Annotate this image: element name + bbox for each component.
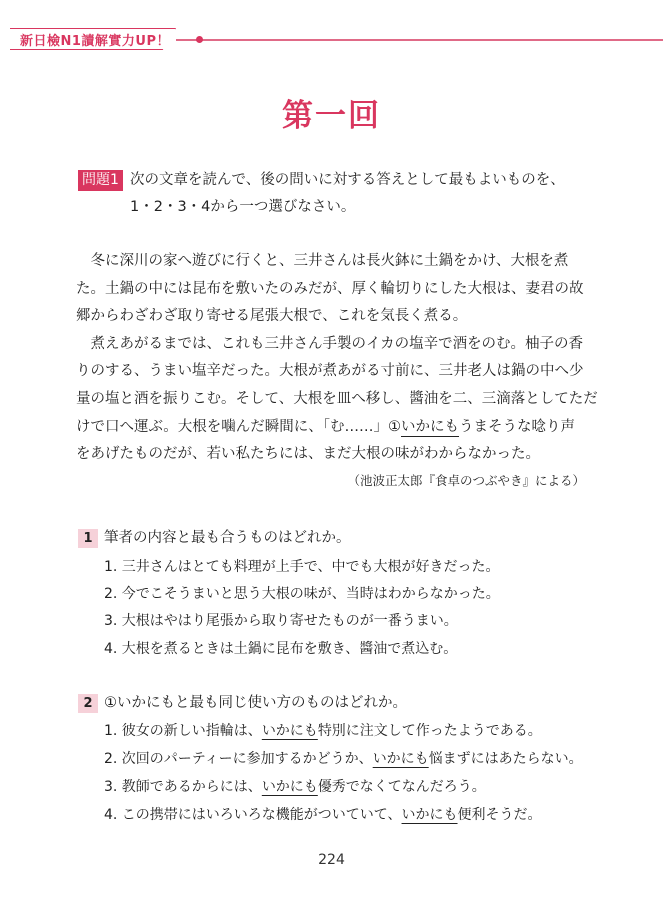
option-keyword: いかにも [401,807,458,823]
answer-option[interactable] [104,749,583,769]
option-text: 特別に注文して作ったようである。 [317,723,542,739]
passage-line: をあげたものだが、若い私たちには、まだ大根の味がわからなかった。 [76,446,540,463]
passage-line: 郷からわざわざ取り寄せる尾張大根で、これを気長く煮る。 [76,308,468,325]
page-number: 224 [318,852,345,868]
passage-line: りのする、うまい塩辛だった。大根が煮あがる寸前に、三井老人は鍋の中へ少 [76,363,584,380]
passage-line: た。土鍋の中には昆布を敷いたのみだが、厚く輪切りにした大根は、妻君の故 [76,280,584,297]
option-text: 3. 教師であるからには、 [104,779,262,795]
option-text: 優秀でなくてなんだろう。 [317,779,486,795]
answer-option[interactable]: 1. 三井さんはとても料理が上手で、中でも大根が好きだった。 [104,559,500,575]
option-text: 1. 彼女の新しい指輪は、 [104,723,262,739]
option-keyword: いかにも [261,723,318,739]
option-keyword: いかにも [372,751,429,767]
option-keyword: いかにも [261,779,318,795]
passage-line: 量の塩と酒を振りこむ。そして、大根を皿へ移し、醬油を二、三滴落としてただ [76,390,598,407]
passage-segment: うまそうな唸り声 [459,418,576,435]
series-title: 新日檢N1讀解實力UP！ [20,34,171,49]
answer-option[interactable]: 3. 大根はやはり尾張から取り寄せたものが一番うまい。 [104,613,458,629]
option-text: 便利そうだ。 [457,807,542,823]
question-set-label: 問題1 [78,170,123,191]
underlined-target-word: いかにも [401,418,460,435]
header-rule [176,39,663,41]
instruction-line-2: 1・2・3・4から一つ選びなさい。 [130,199,356,215]
answer-option[interactable] [104,805,542,825]
answer-option[interactable] [104,721,542,741]
reading-passage [76,248,596,469]
option-text: 4. この携帯にはいろいろな機能がついていて、 [104,807,402,823]
header-dot [196,36,203,43]
passage-source: （池波正太郎『食卓のつぶやき』による） [347,473,585,488]
question-number-badge: 2 [78,694,98,713]
option-text: 2. 次回のパーティーに参加するかどうか、 [104,751,373,767]
page-header [0,24,663,54]
question-text: ①いかにもと最も同じ使い方のものはどれか。 [104,695,407,711]
instruction-line-1: 次の文章を読んで、後の問いに対する答えとして最もよいものを、 [130,172,565,188]
option-text: 悩まずにはあたらない。 [428,751,583,767]
passage-segment: けで口へ運ぶ。大根を噛んだ瞬間に、「む……」① [76,418,402,435]
passage-line: 冬に深川の家へ遊びに行くと、三井さんは長火鉢に土鍋をかけ、大根を煮 [76,253,569,269]
passage-line: 煮えあがるまでは、これも三井さん手製のイカの塩辛で酒をのむ。柚子の香 [76,335,584,352]
page-title: 第一回 [282,98,381,134]
answer-option[interactable]: 2. 今でこそうまいと思う大根の味が、当時はわからなかった。 [104,586,500,602]
question-number-badge: 1 [78,529,98,548]
passage-line [76,414,596,442]
question-text: 筆者の内容と最も合うものはどれか。 [104,530,351,546]
answer-option[interactable]: 4. 大根を煮るときは土鍋に昆布を敷き、醬油で煮込む。 [104,641,458,657]
answer-option[interactable] [104,777,486,797]
